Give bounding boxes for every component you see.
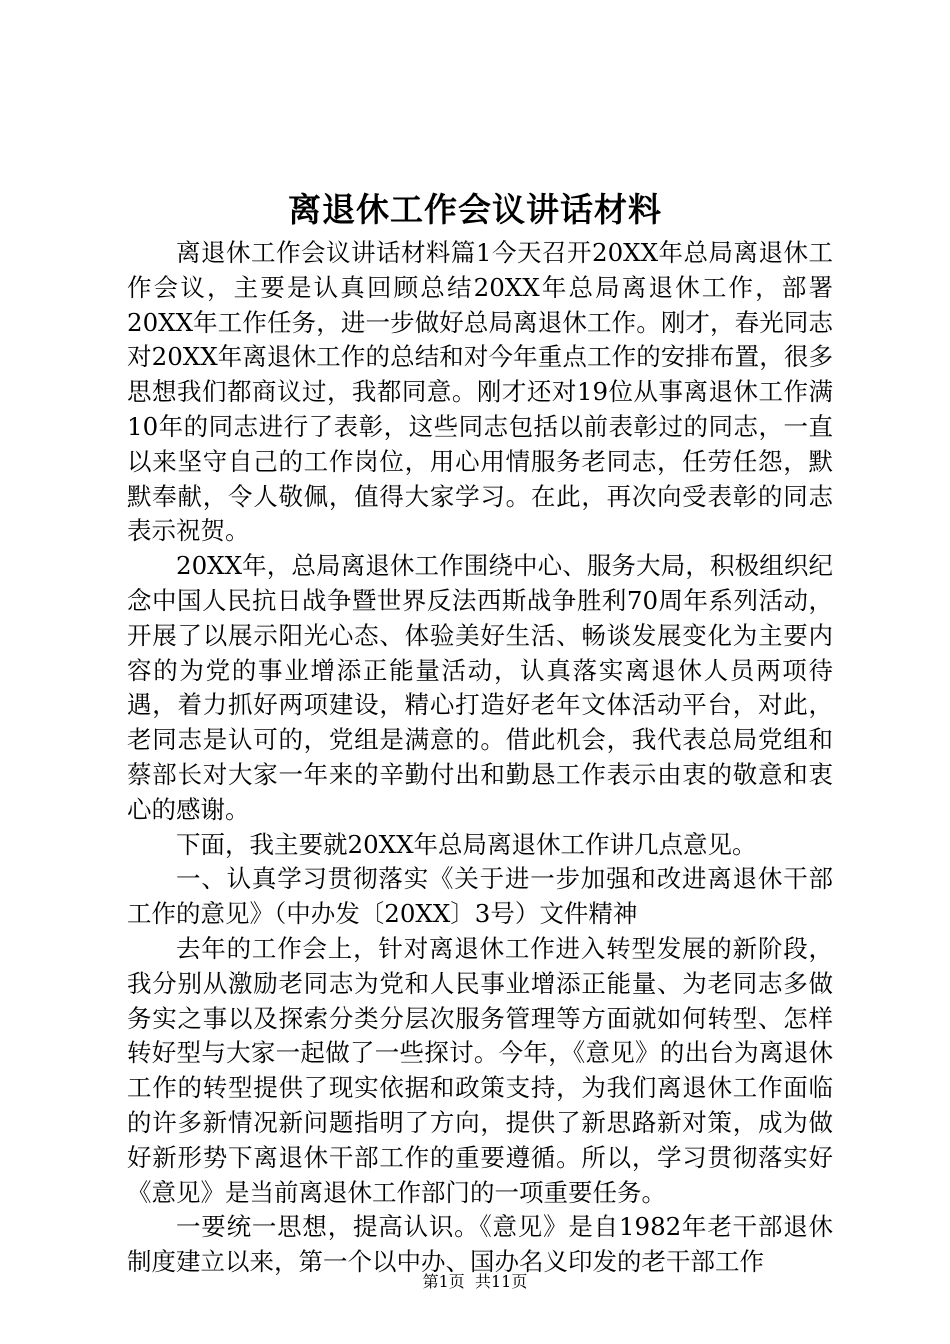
page-total: 共11页	[474, 1272, 528, 1291]
section-heading-1: 一、认真学习贯彻落实《关于进一步加强和改进离退休干部工作的意见》（中办发〔20XX〕3号）文件精神	[127, 864, 833, 929]
document-body	[127, 236, 833, 1280]
paragraph-1: 离退休工作会议讲话材料篇1今天召开20XX年总局离退休工作会议，主要是认真回顾总结20XX年总局离退休工作，部署20XX年工作任务，进一步做好总局离退休工作。刚才，春光同志对20XX年离退休工作的总结和对今年重点工作的安排布置，很多思想我们都商议过，我都同意。刚才还对19位从事离退休工作满10年的同志进行了表彰，这些同志包括以前表彰过的同志，一直以来坚守自己的工作岗位，用心用情服务老同志，任劳任怨，默默奉献，令人敬佩，值得大家学习。在此，再次向受表彰的同志表示祝贺。	[127, 238, 833, 546]
paragraph-5: 一要统一思想，提高认识。《意见》是自1982年老干部退休制度建立以来，第一个以中办、国办名义印发的老干部工作	[127, 1212, 833, 1277]
paragraph-3: 下面，我主要就20XX年总局离退休工作讲几点意见。	[176, 829, 757, 859]
paragraph-4: 去年的工作会上，针对离退休工作进入转型发展的新阶段，我分别从激励老同志为党和人民事业增添正能量、为老同志多做务实之事以及探索分类分层次服务管理等方面就如何转型、怎样转好型与大家一起做了一些探讨。今年，《意见》的出台为离退休工作的转型提供了现实依据和政策支持，为我们离退休工作面临的许多新情况新问题指明了方向，提供了新思路新对策，成为做好新形势下离退休干部工作的重要遵循。所以，学习贯彻落实好《意见》是当前离退休工作部门的一项重要任务。	[127, 933, 833, 1207]
page-number: 第1页	[422, 1272, 465, 1291]
paragraph-2: 20XX年，总局离退休工作围绕中心、服务大局，积极组织纪念中国人民抗日战争暨世界反法西斯战争胜利70周年系列活动，开展了以展示阳光心态、体验美好生活、畅谈发展变化为主要内容的为党的事业增添正能量活动，认真落实离退休人员两项待遇，着力抓好两项建设，精心打造好老年文体活动平台，对此，老同志是认可的，党组是满意的。借此机会，我代表总局党组和蔡部长对大家一年来的辛勤付出和勤恳工作表示由衷的敬意和衷心的感谢。	[127, 551, 833, 824]
document-title: 离退休工作会议讲话材料	[288, 190, 662, 229]
page-footer	[0, 1270, 950, 1294]
